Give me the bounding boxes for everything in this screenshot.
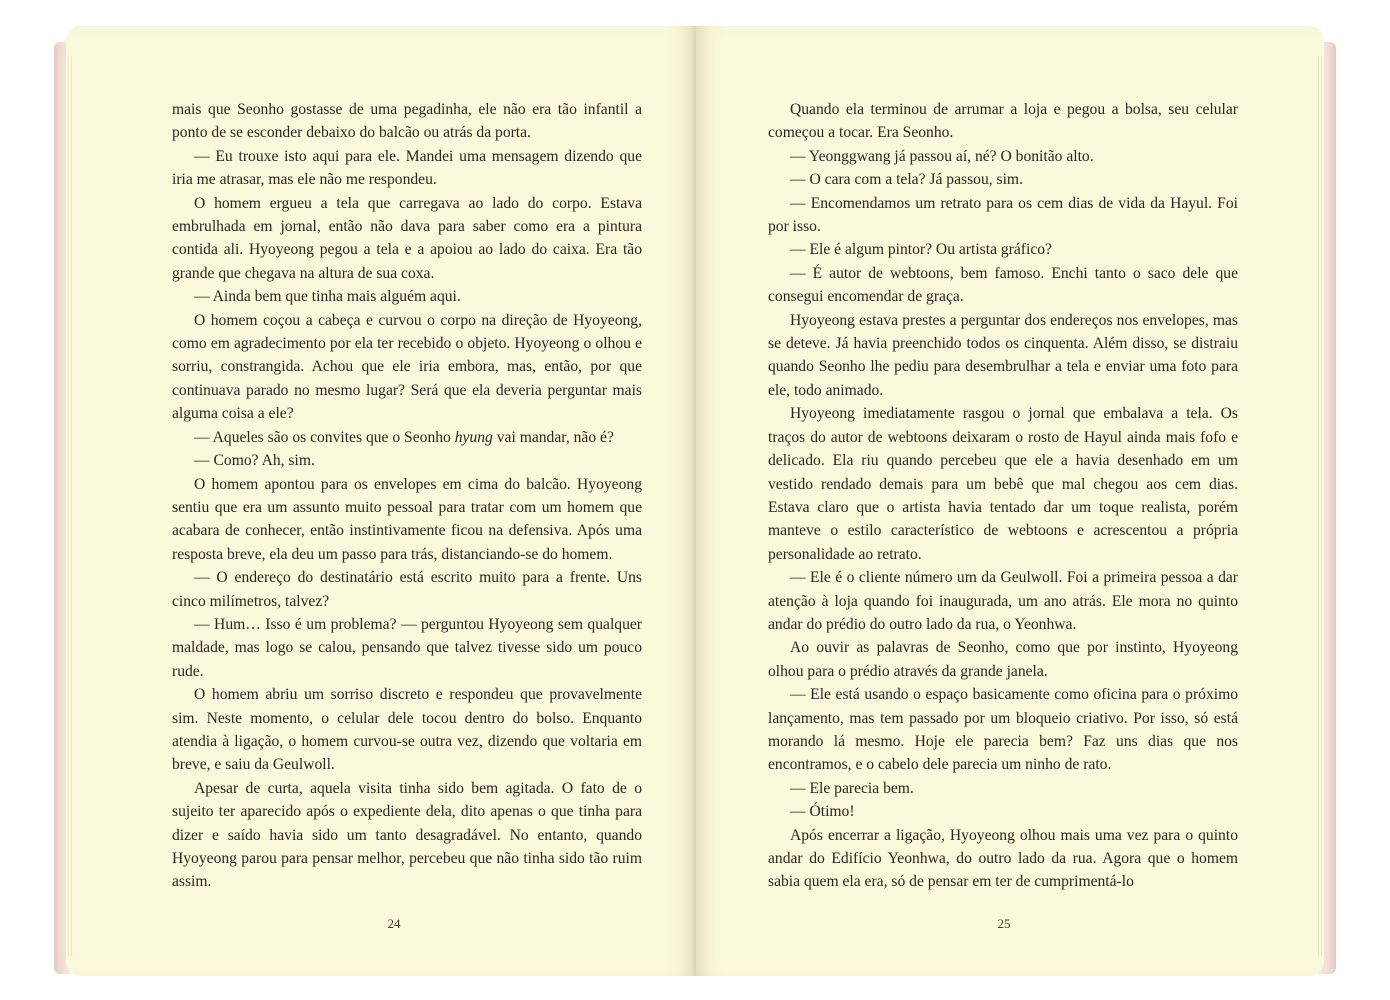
left-page xyxy=(66,26,694,976)
paragraph: Quando ela terminou de arrumar a loja e pegou a bolsa, seu celular começou a tocar. Era Seonho. xyxy=(768,101,1238,142)
paragraph: — Encomendamos um retrato para os cem dias de vida da Hayul. Foi por isso. xyxy=(768,194,1238,236)
paragraph xyxy=(172,426,642,449)
paragraph: — É autor de webtoons, bem famoso. Enchi tanto o saco dele que consegui encomendar de graça. xyxy=(768,264,1238,306)
paragraph: — Hum… Isso é um problema? — perguntou Hyoyeong sem qualquer maldade, mas logo se calou, pensando que talvez tivesse sido um pouco rude. xyxy=(172,615,642,680)
paragraph: — Ele é algum pintor? Ou artista gráfico? xyxy=(790,241,1052,259)
paragraph: mais que Seonho gostasse de uma pegadinha, ele não era tão infantil a ponto de se esconder debaixo do balcão ou atrás da porta. xyxy=(172,101,642,142)
paragraph: O homem apontou para os envelopes em cima do balcão. Hyoyeong sentiu que era um assunto muito pessoal para tratar com um homem que acabara de conhecer, então instintivamente ficou na defensiva. Após uma resposta breve, ela deu um passo para trás, distanciando-se do homem. xyxy=(172,475,642,563)
page-number-right: 25 xyxy=(997,916,1011,931)
right-page-text xyxy=(768,98,1238,894)
paragraph: Ao ouvir as palavras de Seonho, como que por instinto, Hyoyeong olhou para o prédio através da grande janela. xyxy=(768,639,1238,680)
paragraph: — Yeonggwang já passou aí, né? O bonitão alto. xyxy=(790,147,1094,165)
paragraph: — Eu trouxe isto aqui para ele. Mandei uma mensagem dizendo que iria me atrasar, mas ele não me respondeu. xyxy=(172,147,642,189)
paragraph: O homem coçou a cabeça e curvou o corpo na direção de Hyoyeong, como em agradecimento por ela ter recebido o objeto. Hyoyeong o olhou e sorriu, constrangida. Achou que ele iria embora, mas, então, por que continuava parado no mesmo lugar? Será que ela deveria perguntar mais alguma coisa a ele? xyxy=(172,311,642,423)
paragraph-text: — Aqueles são os convites que o Seonho xyxy=(194,428,455,446)
paragraph: O homem ergueu a tela que carregava ao lado do corpo. Estava embrulhada em jornal, então não dava para saber como era a pintura contida ali. Hyoyeong pegou a tela e a apoiou ao lado do caixa. Era tão grande que chegava na altura de sua coxa. xyxy=(172,194,642,282)
left-page-text xyxy=(172,98,642,894)
emphasis-word: hyung xyxy=(454,428,493,446)
paragraph: — Ele é o cliente número um da Geulwoll. Foi a primeira pessoa a dar atenção à loja quando foi inaugurada, um ano atrás. Ele mora no quinto andar do prédio do outro lado da rua, o Yeonhwa. xyxy=(768,569,1238,633)
paragraph: — Como? Ah, sim. xyxy=(194,452,315,470)
paragraph: Apesar de curta, aquela visita tinha sido bem agitada. O fato de o sujeito ter aparecido após o expediente dela, dito apenas o que tinha para dizer e saído havia sido um tanto desagradável. No entanto, quando Hyoyeong parou para pensar melhor, percebeu que não tinha sido tão ruim assim. xyxy=(172,779,642,891)
right-page xyxy=(696,26,1324,976)
paragraph-text: vai mandar, não é? xyxy=(492,428,614,446)
paragraph: — O endereço do destinatário está escrito muito para a frente. Uns cinco milímetros, talvez? xyxy=(172,569,642,610)
page-stack-lines-left xyxy=(62,56,72,956)
paragraph: Hyoyeong estava prestes a perguntar dos endereços nos envelopes, mas se deteve. Já havia preenchido todos os cinquenta. Além disso, se distraiu quando Seonho lhe pediu para desembrulhar a tela e enviar uma foto para ele, todo animado. xyxy=(768,311,1238,399)
page-stack-lines-right xyxy=(1318,56,1328,956)
page-number-left: 24 xyxy=(387,916,401,931)
paragraph: — Ótimo! xyxy=(790,803,855,821)
paragraph: Após encerrar a ligação, Hyoyeong olhou mais uma vez para o quinto andar do Edifício Yeonhwa, do outro lado da rua. Agora que o homem sabia quem ela era, só de pensar em ter de cumprimentá-lo xyxy=(768,826,1238,891)
paragraph: — O cara com a tela? Já passou, sim. xyxy=(790,171,1023,189)
paragraph: O homem abriu um sorriso discreto e respondeu que provavelmente sim. Neste momento, o celular dele tocou dentro do bolso. Enquanto atendia à ligação, o homem curvou-se outra vez, dizendo que voltaria em breve, e saiu da Geulwoll. xyxy=(172,686,642,774)
paragraph: Hyoyeong imediatamente rasgou o jornal que embalava a tela. Os traços do autor de webtoons deixaram o rosto de Hayul ainda mais fofo e delicado. Ela riu quando percebeu que ele a havia desenhado em um vestido rendado demais para um bebê que mal chegou aos cem dias. Estava claro que o artista havia tentado dar um toque realista, porém manteve o estilo característico de webtoons e acrescentou a própria personalidade ao retrato. xyxy=(768,405,1238,563)
paragraph: — Ainda bem que tinha mais alguém aqui. xyxy=(194,288,461,306)
paragraph: — Ele está usando o espaço basicamente como oficina para o próximo lançamento, mas tem passado por um bloqueio criativo. Por isso, só está morando lá mesmo. Hoje ele parecia bem? Faz uns dias que nos encontramos, e o cabelo dele parecia um ninho de rato. xyxy=(768,686,1238,774)
paragraph: — Ele parecia bem. xyxy=(790,779,914,797)
